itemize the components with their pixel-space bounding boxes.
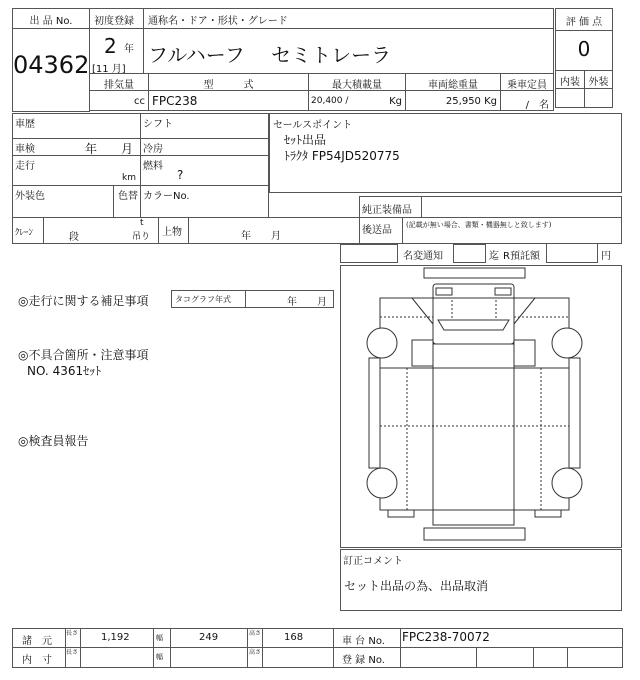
- first-reg-header: [89, 8, 144, 29]
- score-label: 評 価 点: [565, 17, 603, 28]
- lot-no: 04362: [13, 51, 90, 79]
- score-box: [555, 30, 613, 71]
- max-load-box: [308, 90, 406, 111]
- crane-ton: t: [140, 218, 144, 228]
- width-label: 幅: [156, 634, 163, 642]
- crane-stage: 段: [69, 232, 79, 243]
- width-value: 249: [199, 632, 219, 643]
- side-panel-right: [569, 358, 580, 468]
- mileage-cell: [12, 155, 141, 186]
- wheel-rear-right: [552, 468, 582, 498]
- inner-dims-label: 内 寸: [22, 655, 52, 666]
- until-label: 迄: [489, 251, 499, 262]
- name-change-label: 名変通知: [403, 251, 443, 262]
- capacity-label: 乗車定員: [507, 80, 547, 91]
- shift-label: シフト: [143, 119, 173, 130]
- vehicle-diagram-box: [340, 265, 622, 548]
- name-change-date-input[interactable]: [453, 244, 486, 263]
- body-label: 上物: [162, 227, 182, 238]
- model-label: 型 式: [203, 80, 254, 91]
- max-load-unit: Kg: [389, 96, 402, 107]
- body-date: 年 月: [241, 231, 281, 242]
- tacho-label: タコグラフ年式: [175, 295, 231, 304]
- shift-cell: [140, 113, 269, 139]
- vehicle-name: フルハーフ セミトレーラ: [148, 43, 392, 67]
- rear-bumper: [424, 528, 525, 540]
- max-load-header: [308, 73, 406, 91]
- gross-weight: 25,950 Kg: [445, 96, 497, 107]
- first-reg-label: 初度登録: [94, 16, 134, 27]
- genuine-equipment-label-cell: [359, 196, 422, 218]
- model: FPC238: [152, 94, 198, 108]
- genuine-equipment-value: [421, 196, 622, 218]
- inspection-label: 車検: [15, 144, 35, 155]
- lot-no-header: [12, 8, 90, 29]
- fuel-value: ?: [177, 168, 184, 182]
- headlight-right: [495, 288, 511, 295]
- gross-weight-header: [405, 73, 501, 91]
- length-label: 長さ: [66, 630, 79, 637]
- first-reg-box: [89, 28, 144, 74]
- inner-length-label: 長さ: [66, 649, 79, 656]
- fuel-cell: [140, 155, 269, 186]
- dims-label: 諸 元: [22, 636, 52, 647]
- crane-label: ｸﾚｰﾝ: [15, 228, 34, 238]
- correction-label: 訂正コメント: [343, 556, 403, 567]
- height-value: 168: [284, 632, 304, 643]
- sales-point-line: ｾｯﾄ出品: [284, 133, 327, 147]
- capacity-header: [500, 73, 554, 91]
- recycle-label: R預託額: [503, 251, 540, 262]
- wheel-front-right: [552, 328, 582, 358]
- later-delivery-value: [402, 217, 622, 244]
- score-header: [555, 8, 613, 31]
- mirror-left: [412, 340, 433, 366]
- truck-diagram: [341, 266, 621, 547]
- driving-notes-label: ◎走行に関する補足事項: [18, 294, 149, 308]
- tacho-box: [171, 290, 334, 308]
- exterior-header: [584, 70, 613, 89]
- capacity-box: [500, 90, 554, 111]
- inspector-report-label: ◎検査員報告: [18, 434, 89, 448]
- sales-point-box: [269, 113, 622, 193]
- inner-height-label: 高さ: [249, 649, 262, 656]
- fuel-label: 燃料: [143, 161, 163, 172]
- trailer-body: [433, 344, 514, 525]
- interior-header: [555, 70, 585, 89]
- max-load: 20,400 /: [311, 96, 349, 106]
- headlight-left: [436, 288, 452, 295]
- defect-notes-value: NO. 4361ｾｯﾄ: [27, 364, 102, 378]
- name-label: 通称名・ドア・形状・グレード: [148, 16, 288, 27]
- chassis-no-label: 車 台 No.: [342, 636, 385, 647]
- color-cell: [12, 185, 114, 218]
- correction-value: セット出品の為、出品取消: [344, 579, 489, 593]
- color-change-cell: [113, 185, 141, 218]
- rear-step-left: [388, 510, 414, 517]
- ac-label: 冷房: [143, 144, 163, 155]
- mirror-right: [514, 340, 535, 366]
- body-label-cell: [158, 217, 189, 244]
- sales-point-line: ﾄﾗｸﾀ FP54JD520775: [284, 149, 400, 163]
- inner-width-label: 幅: [156, 653, 163, 661]
- color-no-cell: [140, 185, 269, 218]
- tacho-value: 年 月: [287, 297, 327, 308]
- displacement-box: [89, 90, 149, 111]
- lot-no-label: 出 品 No.: [29, 16, 73, 27]
- displacement-header: [89, 73, 149, 91]
- correction-box: [340, 549, 622, 611]
- front-hood: [424, 268, 525, 278]
- yen-label: 円: [601, 251, 611, 262]
- first-reg-month: [11 月]: [92, 64, 126, 75]
- ac-cell: [140, 138, 269, 156]
- max-load-label: 最大積載量: [332, 80, 382, 91]
- lot-no-box: [12, 28, 90, 112]
- color-no-label: カラーNo.: [143, 191, 190, 202]
- defect-notes-label: ◎不具合箇所・注意事項: [18, 348, 149, 362]
- score: 0: [577, 37, 591, 61]
- exterior-score: [584, 88, 613, 108]
- color-label: 外装色: [15, 191, 45, 202]
- crane-value-cell: [43, 217, 159, 244]
- crane-lift: 吊り: [132, 232, 151, 242]
- gross-weight-label: 車両総重量: [428, 80, 478, 91]
- recycle-amount-input[interactable]: [546, 243, 598, 263]
- registration-no-label: 登 録 No.: [342, 655, 385, 666]
- name-header: [143, 8, 554, 29]
- rear-step-right: [535, 510, 561, 517]
- crane-label-cell: [12, 217, 44, 244]
- interior-score: [555, 88, 585, 108]
- color-change-label: 色替: [118, 191, 138, 202]
- later-delivery-label: 後送品: [362, 225, 392, 236]
- gross-weight-box: [405, 90, 501, 111]
- history-cell: [12, 113, 141, 139]
- model-header: [148, 73, 309, 91]
- interior-label: 内装: [560, 77, 580, 88]
- body-date-cell: [188, 217, 360, 244]
- history-label: 車歴: [15, 119, 35, 130]
- height-label: 高さ: [249, 630, 262, 637]
- inspection-value: 年 月: [85, 142, 134, 156]
- later-delivery-label-cell: [359, 217, 403, 244]
- first-reg-year: 2: [104, 34, 117, 58]
- year-unit: 年: [124, 44, 134, 55]
- name-box: [143, 28, 554, 74]
- windshield: [438, 320, 509, 330]
- inspection-cell: [12, 138, 141, 156]
- displacement-label: 排気量: [104, 80, 134, 91]
- genuine-equipment-label: 純正装備品: [362, 205, 412, 216]
- exterior-label: 外装: [588, 77, 609, 88]
- chassis-no: FPC238-70072: [402, 630, 490, 644]
- cab: [433, 284, 514, 344]
- wheel-rear-left: [367, 468, 397, 498]
- later-delivery-note: (記載が無い場合、書類・機器無しと致します): [406, 221, 552, 229]
- model-box: [148, 90, 309, 111]
- capacity: / 名: [525, 100, 549, 111]
- length-value: 1,192: [101, 632, 130, 643]
- wheel-front-left: [367, 328, 397, 358]
- side-panel-left: [369, 358, 380, 468]
- mileage-unit: km: [122, 173, 136, 183]
- displacement-unit: cc: [134, 96, 145, 107]
- name-change-input[interactable]: [340, 244, 398, 263]
- sales-point-label: セールスポイント: [273, 120, 353, 131]
- mileage-label: 走行: [15, 161, 35, 172]
